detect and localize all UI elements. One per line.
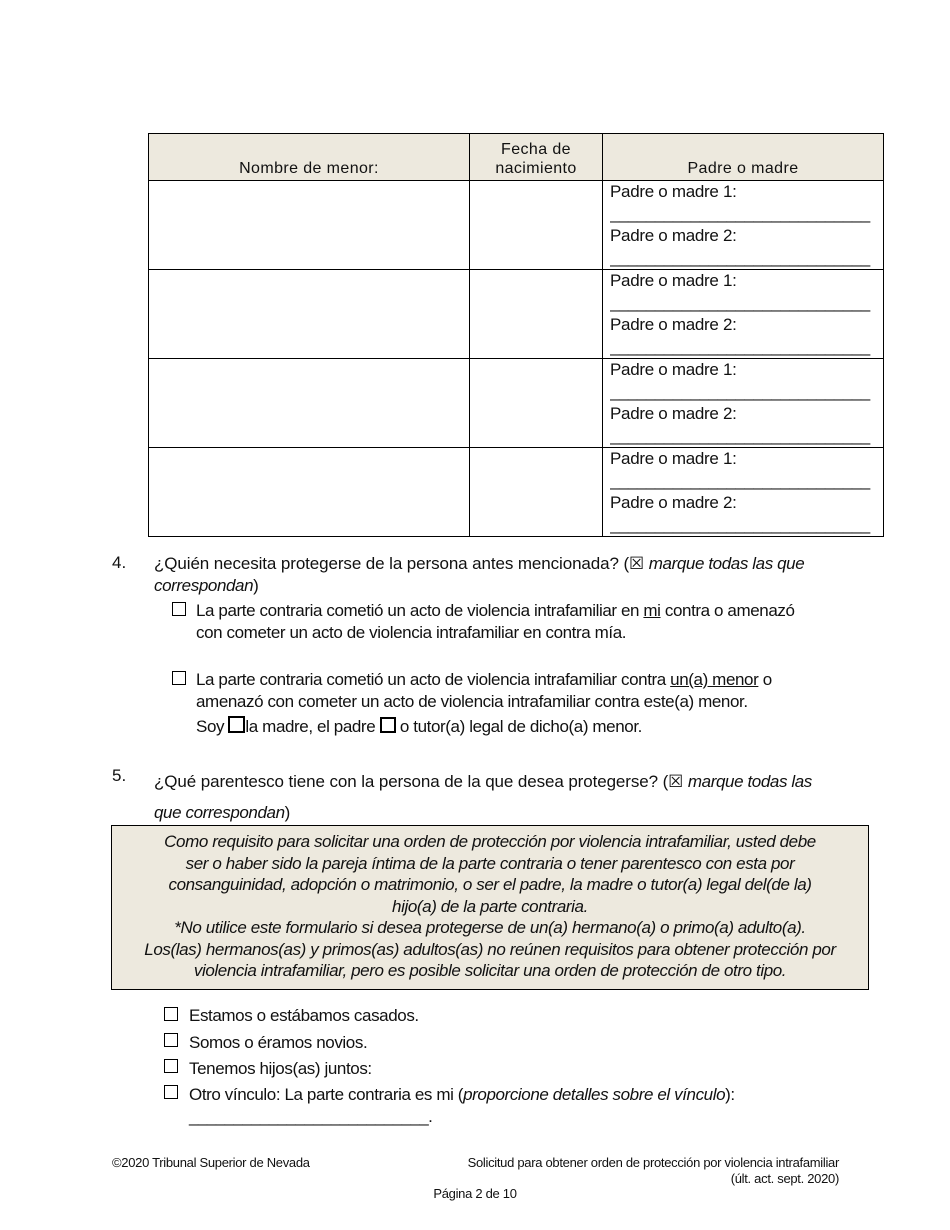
parent1-blank[interactable]: _____________________________ [610, 471, 870, 490]
birth-date-cell[interactable] [470, 448, 603, 537]
checked-box-icon: ☒ [668, 772, 684, 791]
eligibility-info-box: Como requisito para solicitar una orden de protección por violencia intrafamiliar, usted debe ser o haber sido la pareja íntima de la parte contraria o tener parentesco con esta por consanguinidad, adopción o matrimonio, o ser el padre, la madre o tutor(a) legal del(de la) hijo(a) de la parte contraria. *No utilice este formulario si desea protegerse de un(a) hermano(a) o primo(a) adulto(a). Los(las) hermanos(as) y primos(as) adultos(as) no reúnen requisitos para obtener protección por violencia intrafamiliar, pero es posible solicitar una orden de protección de otro tipo. [111, 825, 869, 990]
child-name-cell[interactable] [149, 448, 470, 537]
parent2-blank[interactable]: _____________________________ [610, 337, 870, 356]
parents-cell[interactable] [603, 270, 884, 359]
q4-self-checkbox[interactable] [172, 602, 186, 616]
option-dating: Somos o éramos novios. [189, 1033, 368, 1052]
parent1-label: Padre o madre 1: [610, 271, 737, 290]
table-row [149, 448, 884, 537]
parent2-label: Padre o madre 2: [610, 226, 737, 245]
table-row [149, 359, 884, 448]
parent1-blank[interactable]: _____________________________ [610, 293, 870, 312]
table-header-row [149, 134, 884, 181]
guardian-checkbox[interactable] [380, 717, 396, 733]
header-child-name: Nombre de menor: [149, 134, 470, 181]
header-parent: Padre o madre [603, 134, 884, 181]
footer-form-title: Solicitud para obtener orden de protección por violencia intrafamiliar (últ. act. sept. 2020) [467, 1155, 839, 1186]
married-checkbox[interactable] [164, 1007, 178, 1021]
child-name-cell[interactable] [149, 359, 470, 448]
checked-box-icon: ☒ [629, 554, 645, 573]
q5-question: ¿Qué parentesco tiene con la persona de la que desea protegerse? (☒ marque todas las que correspondan) [154, 772, 812, 822]
parent2-label: Padre o madre 2: [610, 493, 737, 512]
parent1-blank[interactable]: _____________________________ [610, 204, 870, 223]
child-name-cell[interactable] [149, 270, 470, 359]
q5-number: 5. [112, 766, 127, 785]
header-birth-date: Fecha de nacimiento [470, 134, 603, 181]
parent1-label: Padre o madre 1: [610, 182, 737, 201]
q4-question: ¿Quién necesita protegerse de la persona antes mencionada? (☒ marque todas las que correspondan) [154, 554, 805, 595]
parents-cell[interactable] [603, 181, 884, 270]
parent2-label: Padre o madre 2: [610, 315, 737, 334]
birth-date-cell[interactable] [470, 359, 603, 448]
option-children: Tenemos hijos(as) juntos: [189, 1059, 372, 1078]
birth-date-cell[interactable] [470, 181, 603, 270]
other-checkbox[interactable] [164, 1085, 178, 1099]
option-married: Estamos o estábamos casados. [189, 1006, 419, 1025]
parents-cell[interactable] [603, 448, 884, 537]
parent-checkbox[interactable] [228, 716, 245, 733]
q4-number: 4. [112, 553, 127, 572]
parent2-blank[interactable]: _____________________________ [610, 515, 870, 534]
children-checkbox[interactable] [164, 1059, 178, 1073]
birth-date-cell[interactable] [470, 270, 603, 359]
parents-cell[interactable] [603, 359, 884, 448]
parent1-blank[interactable]: _____________________________ [610, 382, 870, 401]
table-row [149, 181, 884, 270]
parent1-label: Padre o madre 1: [610, 360, 737, 379]
dating-checkbox[interactable] [164, 1033, 178, 1047]
parent2-blank[interactable]: _____________________________ [610, 248, 870, 267]
q4-instruction: marque todas las que correspondan [154, 554, 805, 595]
table-row [149, 270, 884, 359]
option-other: Otro vínculo: La parte contraria es mi (proporcione detalles sobre el vínculo): ___________________________. [189, 1084, 829, 1128]
other-relation-blank[interactable]: ___________________________. [189, 1107, 433, 1126]
page-number: Página 2 de 10 [433, 1186, 517, 1201]
parent2-blank[interactable]: _____________________________ [610, 426, 870, 445]
children-table [148, 133, 884, 537]
parent2-label: Padre o madre 2: [610, 404, 737, 423]
footer-copyright: ©2020 Tribunal Superior de Nevada [112, 1155, 310, 1170]
parent1-label: Padre o madre 1: [610, 449, 737, 468]
q4-option-minor: La parte contraria cometió un acto de violencia intrafamiliar contra un(a) menor o amenazó con cometer un acto de violencia intrafamiliar contra este(a) menor. Soy la madre, el padre o tutor(a) legal de dicho(a) menor. [196, 670, 772, 736]
child-name-cell[interactable] [149, 181, 470, 270]
q4-minor-checkbox[interactable] [172, 671, 186, 685]
q4-option-self: La parte contraria cometió un acto de violencia intrafamiliar en mi contra o amenazó con cometer un acto de violencia intrafamiliar en contra mía. [196, 601, 795, 642]
